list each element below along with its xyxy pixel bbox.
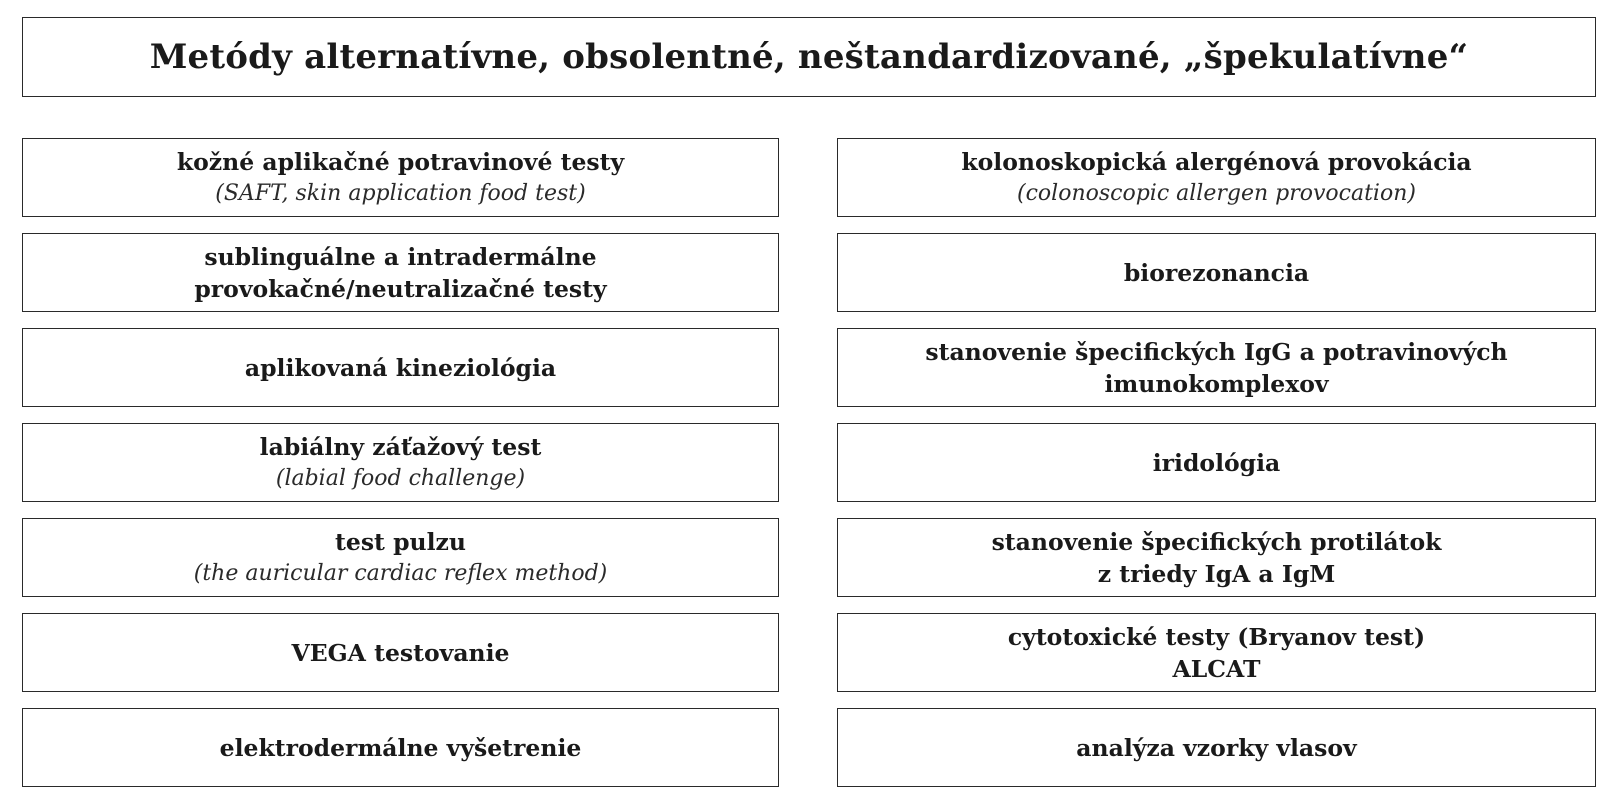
method-box-applied-kinesiology bbox=[22, 328, 779, 407]
method-box-sublingual-intradermal bbox=[22, 233, 779, 312]
method-subtitle: (colonoscopic allergen provocation) bbox=[1017, 180, 1416, 206]
method-subtitle: (labial food challenge) bbox=[275, 465, 526, 491]
method-box-bioresonance bbox=[837, 233, 1596, 312]
method-name: aplikovaná kineziológia bbox=[244, 353, 557, 382]
method-name: kožné aplikačné potravinové testy bbox=[176, 147, 625, 176]
method-box-saft bbox=[22, 138, 779, 217]
method-box-hair-analysis bbox=[837, 708, 1596, 787]
method-name: stanovenie špecifických IgG a potravinových imunokomplexov bbox=[925, 337, 1508, 398]
title-box bbox=[22, 17, 1596, 97]
method-name: labiálny záťažový test bbox=[259, 432, 542, 461]
method-box-pulse-test bbox=[22, 518, 779, 597]
method-name: VEGA testovanie bbox=[291, 638, 510, 667]
method-box-igg-immunocomplexes bbox=[837, 328, 1596, 407]
method-name: sublinguálne a intradermálne provokačné/neutralizačné testy bbox=[194, 242, 607, 303]
method-box-colonoscopic bbox=[837, 138, 1596, 217]
method-box-vega bbox=[22, 613, 779, 692]
method-box-iridology bbox=[837, 423, 1596, 502]
method-subtitle: (the auricular cardiac reflex method) bbox=[193, 560, 608, 586]
method-name: biorezonancia bbox=[1123, 258, 1310, 287]
method-box-iga-igm bbox=[837, 518, 1596, 597]
method-name: analýza vzorky vlasov bbox=[1076, 733, 1357, 762]
method-box-electrodermal bbox=[22, 708, 779, 787]
method-box-labial-challenge bbox=[22, 423, 779, 502]
method-name: kolonoskopická alergénová provokácia bbox=[961, 147, 1472, 176]
method-name: stanovenie špecifických protilátok z triedy IgA a IgM bbox=[991, 527, 1442, 588]
method-name: iridológia bbox=[1152, 448, 1281, 477]
method-box-cytotoxic-alcat bbox=[837, 613, 1596, 692]
page-title: Metódy alternatívne, obsolentné, neštandardizované, „špekulatívne“ bbox=[149, 37, 1469, 77]
method-name: elektrodermálne vyšetrenie bbox=[219, 733, 582, 762]
method-name: test pulzu bbox=[335, 527, 466, 556]
method-name: cytotoxické testy (Bryanov test) ALCAT bbox=[1007, 622, 1426, 683]
method-subtitle: (SAFT, skin application food test) bbox=[215, 180, 586, 206]
